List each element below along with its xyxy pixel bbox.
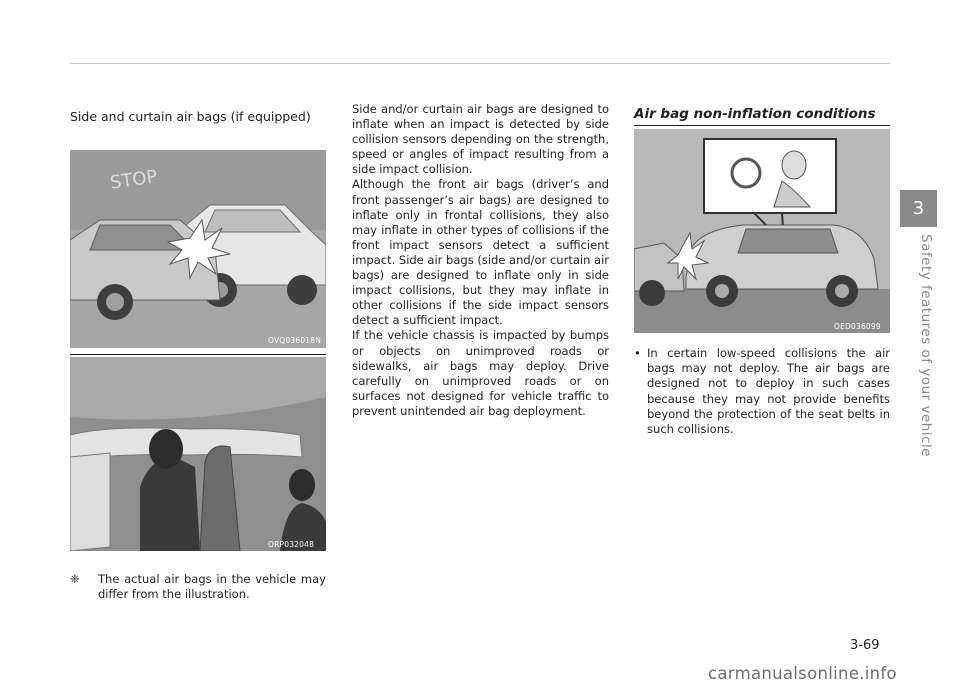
figure-side-collision xyxy=(70,150,326,348)
middle-column xyxy=(352,102,609,419)
bullet-text: In certain low-speed collisions the air bags may not deploy. The air bags are designed not to deploy in such cases because they may not provide benefits beyond the protection of the seat belts in such collisions. xyxy=(647,346,890,437)
left-column xyxy=(70,108,326,126)
chapter-tab xyxy=(900,190,937,227)
curtain-airbag-illustration xyxy=(70,357,326,551)
figure1-rule xyxy=(70,354,326,355)
low-speed-collision-illustration xyxy=(634,129,890,333)
figure-low-speed-collision xyxy=(634,129,890,333)
paragraph-front-airbags: Although the front air bags (driver’s and front passenger’s air bags) are designed to inflate only in frontal collisions, they also may inflate in other types of collisions if the front impact sensors detect a sufficient impact. Side air bags (side and/or curtain air bags) are designed to inflate only in side impact collisions, but they may inflate in other collisions if the side impact sensors detect a sufficient impact. xyxy=(352,177,609,328)
side-collision-illustration xyxy=(70,150,326,348)
figure3-caption: OED036099 xyxy=(834,322,881,331)
paragraph-side-airbags: Side and/or curtain air bags are designed to inflate when an impact is detected by side collision sensors depending on the strength, speed or angles of impact resulting from a side impact collision. xyxy=(352,102,609,177)
svg-text:STOP: STOP xyxy=(108,166,159,194)
paragraph-chassis-impact: If the vehicle chassis is impacted by bumps or objects on unimproved roads or sidewalks, air bags may deploy. Drive carefully on unimproved roads or on surfaces not designed for vehicle traffic to prevent unintended air bag deployment. xyxy=(352,328,609,418)
watermark: carmanualsonline.info xyxy=(708,664,897,683)
figure2-caption: ORP032048 xyxy=(268,540,315,549)
non-inflation-heading: Air bag non-inflation conditions xyxy=(634,106,876,122)
bullet-mark: • xyxy=(634,346,641,360)
note-text: The actual air bags in the vehicle may differ from the illustration. xyxy=(98,572,326,601)
top-rule xyxy=(70,63,890,64)
figure-curtain-airbag xyxy=(70,357,326,551)
heading-rule xyxy=(634,125,890,126)
note-mark: ❈ xyxy=(70,572,80,586)
chapter-title: Safety features of your vehicle xyxy=(918,234,934,458)
section-heading: Side and curtain air bags (if equipped) xyxy=(70,109,311,124)
illustration-note xyxy=(70,572,326,602)
chapter-number: 3 xyxy=(912,198,925,219)
page-number: 3-69 xyxy=(850,638,880,653)
bullet-item xyxy=(634,346,890,437)
figure1-caption: OVQ036018N xyxy=(268,336,322,345)
